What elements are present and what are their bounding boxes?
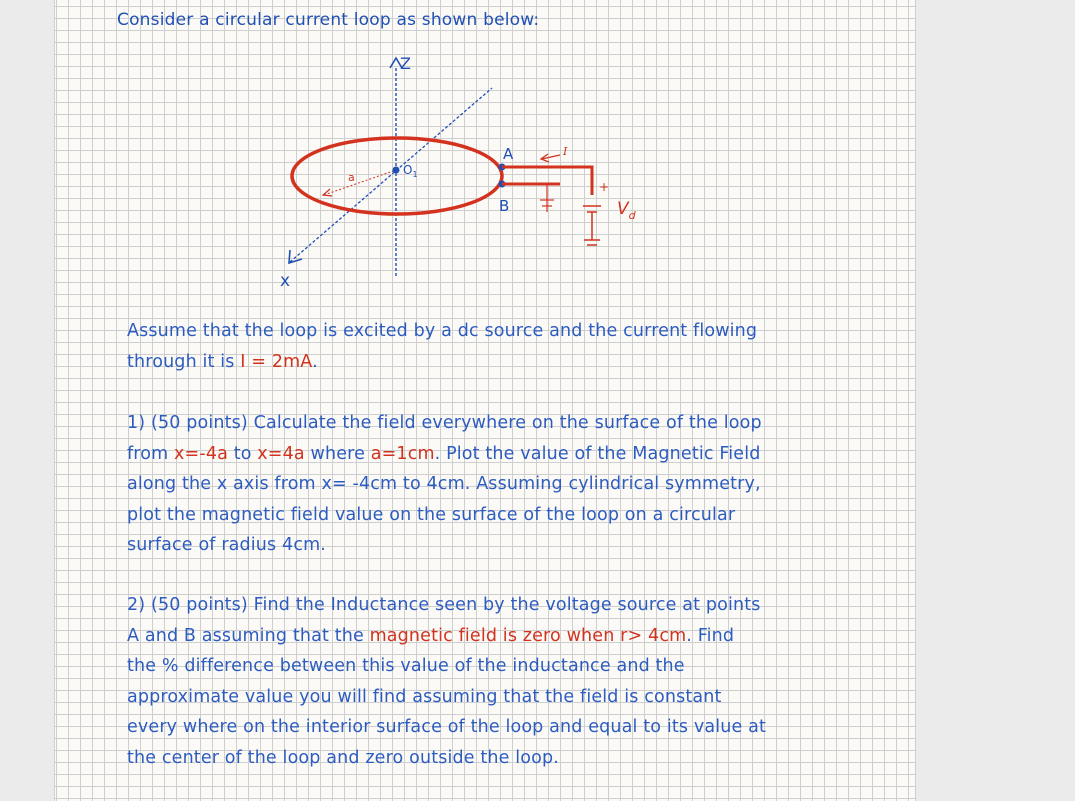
ground-icon-b [540, 184, 554, 212]
radius-arrow-icon [323, 189, 332, 196]
a-label: a [348, 171, 355, 184]
point-a-label: A [503, 145, 514, 163]
current-value: I = 2mA [240, 351, 313, 372]
z-label: Z [400, 54, 411, 73]
point-b-label: B [499, 197, 510, 215]
page-title: Consider a circular current loop as shown below: [117, 10, 540, 30]
paragraph-assumption: Assume that the loop is excited by a dc source and the current flowing through it is I = 2mA. [127, 321, 758, 372]
origin-point [393, 167, 400, 174]
x-axis [290, 88, 492, 262]
radius-line [324, 170, 396, 195]
voltage-label: $V_d$ [617, 199, 636, 222]
current-loop [292, 138, 502, 214]
origin-label: $O_1$ [403, 163, 418, 179]
battery-icon [583, 206, 601, 245]
question-2: 2) (50 points) Find the Inductance seen by the voltage source at points A and B assuming that the magnetic field is zero when r> 4cm. Find the % difference between this value of the inductance and the approximate value you will find assuming that the field is constant every where on the interior surface of the loop and equal to its value at the center of the loop and zero outside the loop. [127, 595, 766, 768]
current-label: I [563, 145, 568, 158]
question-1: 1) (50 points) Calculate the field everywhere on the surface of the loop from x=-4a to x=4a where a=1cm. Plot the value of the Magnetic Field along the x axis from x= -4cm to 4cm. Assuming cylindrical symmetry, plot the magnetic field value on the surface of the loop on a circular surface of radius 4cm. [127, 413, 762, 555]
x-label: x [280, 271, 291, 291]
plus-label: + [599, 180, 610, 194]
